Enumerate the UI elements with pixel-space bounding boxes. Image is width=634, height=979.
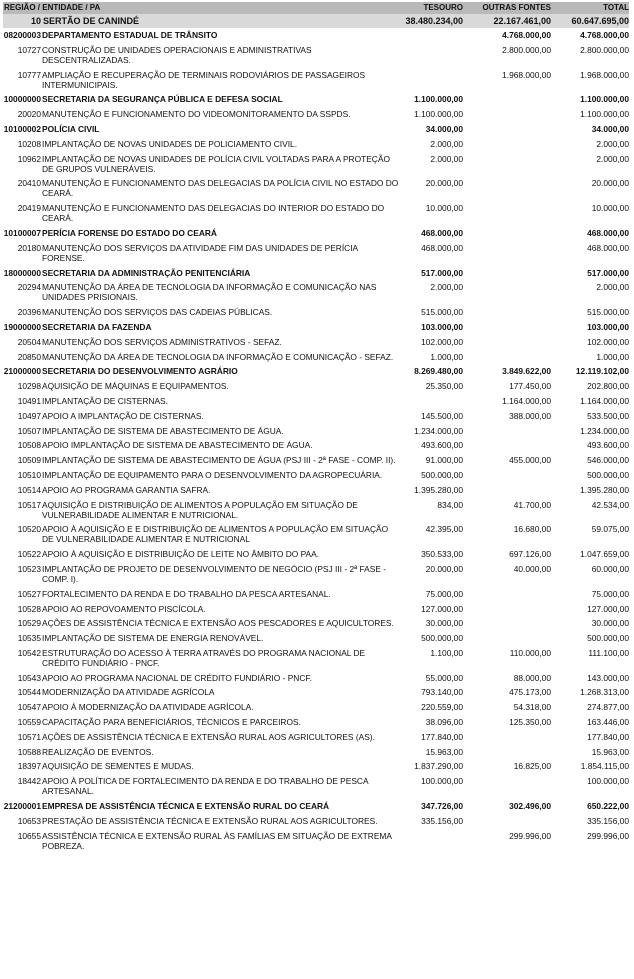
row-description: APOIO À AQUISIÇÃO E DISTRIBUIÇÃO DE LEITE NO ÂMBITO DO PAA. [42,549,320,560]
row-description: CAPACITAÇÃO PARA BENEFICIÁRIOS, TÉCNICOS E PARCEIROS. [42,717,301,728]
row-total: 493.600,00 [587,440,629,451]
row-total: 2.000,00 [596,282,629,293]
row-code: 10514 [17,484,41,495]
row-total: 299.996,00 [587,830,629,841]
row-description: CONSTRUÇÃO DE UNIDADES OPERACIONAIS E ADMINISTRATIVAS DESCENTRALIZADAS. [42,44,312,65]
table-row [3,438,629,453]
row-code: 10547 [17,702,41,713]
row-description: APOIO À MODERNIZAÇÃO DA ATIVIDADE AGRÍCOLA. [42,702,254,713]
row-outras-fontes [463,633,551,643]
row-description: APOIO À AQUISIÇÃO E E DISTRIBUIÇÃO DE ALIMENTOS A POPULAÇÃO EM SITUAÇÃO DE VULNERABILIDADE ALIMENTAR E NUTRICIONAL [42,524,389,545]
row-outras-fontes [463,618,551,628]
row-outras-fontes: 299.996,00 [509,830,551,841]
row-tesouro: 500.000,00 [421,633,463,644]
row-tesouro: 42.395,00 [425,524,463,535]
row-total: 468.000,00 [587,227,629,238]
row-description: SECRETARIA DA ADMINISTRAÇÃO PENITENCIÁRIA [42,267,251,278]
header-total: TOTAL [603,3,629,12]
row-tesouro: 1.395.280,00 [414,484,463,495]
row-tesouro: 55.000,00 [425,672,463,683]
row-description: IMPLANTAÇÃO DE EQUIPAMENTO PARA O DESENVOLVIMENTO DA AGROPECUÁRIA. [42,469,383,480]
table-row [3,715,629,730]
row-tesouro [403,831,463,851]
entity-row [3,92,629,107]
row-code: 10100002 [3,123,41,134]
row-description: IMPLANTAÇÃO DE NOVAS UNIDADES DE POLÍCIA CIVIL VOLTADAS PARA A PROTEÇÃO DE GRUPOS VULNERÁVEIS. [42,153,390,174]
table-row [3,616,629,631]
row-code: 10507 [17,425,41,436]
row-outras-fontes [463,94,551,104]
table-row [3,394,629,409]
row-tesouro: 2.000,00 [430,153,463,164]
row-outras-fontes [463,322,551,332]
row-outras-fontes [463,747,551,757]
row-total: 650.222,00 [587,801,629,812]
row-tesouro: 20.000,00 [425,178,463,189]
row-outras-fontes [463,776,551,796]
row-tesouro: 8.269.480,00 [414,366,463,377]
row-outras-fontes: 388.000,00 [509,410,551,421]
row-total: 1.268.313,00 [580,687,629,698]
row-total: 1.164.000,00 [580,395,629,406]
row-tesouro [403,45,463,65]
row-total: 2.000,00 [596,138,629,149]
row-total: 1.000,00 [596,351,629,362]
entity-row [3,364,629,379]
row-code: 20294 [17,282,41,293]
row-code: 10509 [17,455,41,466]
row-code: 10653 [17,815,41,826]
row-description: APOIO A IMPLANTAÇÃO DE CISTERNAS. [42,410,204,421]
row-code: 20419 [17,203,41,214]
table-row [3,43,629,68]
row-total: 1.100.000,00 [580,94,629,105]
row-outras-fontes [463,268,551,278]
row-tesouro: 34.000,00 [425,123,463,134]
entity-row [3,799,629,814]
row-description: AÇÕES DE ASSISTÊNCIA TÉCNICA E EXTENSÃO RURAL AOS AGRICULTORES (AS). [42,731,375,742]
row-description: MANUTENÇÃO DA ÁREA DE TECNOLOGIA DA INFORMAÇÃO E COMUNICAÇÃO - SEFAZ. [42,351,394,362]
table-row [3,745,629,760]
row-outras-fontes [463,124,551,134]
entity-row [3,28,629,43]
table-row [3,137,629,152]
row-description: POLÍCIA CIVIL [42,123,100,134]
row-tesouro: 100.000,00 [421,776,463,787]
row-description: SECRETARIA DO DESENVOLVIMENTO AGRÁRIO [42,366,238,377]
row-description: MANUTENÇÃO E FUNCIONAMENTO DAS DELEGACIAS DO INTERIOR DO ESTADO DO CEARÁ. [42,203,385,224]
row-description: APOIO AO PROGRAMA GARANTIA SAFRA. [42,484,211,495]
row-total: 12.119.102,00 [575,366,629,377]
row-code: 10544 [17,687,41,698]
table-row [3,498,629,523]
row-outras-fontes: 177.450,00 [509,381,551,392]
row-total: 500.000,00 [587,633,629,644]
table-row [3,409,629,424]
row-total: 546.000,00 [587,455,629,466]
row-description: APOIO IMPLANTAÇÃO DE SISTEMA DE ABASTECIMENTO DE ÁGUA. [42,440,313,451]
row-description: APOIO À POLÍTICA DE FORTALECIMENTO DA RENDA E DO TRABALHO DE PESCA ARTESANAL. [42,776,369,797]
row-outras-fontes: 16.825,00 [513,761,551,772]
row-tesouro [403,30,463,40]
table-row [3,730,629,745]
row-code: 10510 [17,469,41,480]
row-description: MANUTENÇÃO DOS SERVIÇOS DAS CADEIAS PÚBLICAS. [42,307,273,318]
row-tesouro: 1.100.000,00 [414,109,463,120]
row-description: AQUISIÇÃO E DISTRIBUIÇÃO DE ALIMENTOS A POPULAÇÃO EM SITUAÇÃO DE VULNERABILIDADE ALIMENTAR E NUTRICIONAL. [42,499,358,520]
row-tesouro: 2.000,00 [430,282,463,293]
table-row [3,152,629,177]
row-description: AÇÕES DE ASSISTÊNCIA TÉCNICA E EXTENSÃO AOS PESCADORES E AQUICULTORES. [42,618,394,629]
row-tesouro: 91.000,00 [425,455,463,466]
region-code: 10 [30,16,41,26]
row-total: 274.877,00 [587,702,629,713]
row-outras-fontes [463,604,551,614]
row-outras-fontes: 302.496,00 [509,801,551,812]
row-total: 517.000,00 [587,267,629,278]
row-code: 18442 [17,776,41,787]
table-row [3,759,629,774]
row-outras-fontes: 2.800.000,00 [502,44,551,55]
row-description: SECRETARIA DA FAZENDA [42,321,152,332]
header-tesouro: TESOURO [423,3,463,12]
table-row [3,68,629,93]
row-description: PERÍCIA FORENSE DO ESTADO DO CEARÁ [42,227,217,238]
row-code: 10727 [17,44,41,55]
row-tesouro: 75.000,00 [425,588,463,599]
row-tesouro: 500.000,00 [421,469,463,480]
row-description: MANUTENÇÃO DA ÁREA DE TECNOLOGIA DA INFORMAÇÃO E COMUNICAÇÃO NAS UNIDADES PRISIONAIS. [42,282,377,303]
row-code: 10523 [17,563,41,574]
row-code: 10542 [17,647,41,658]
row-description: AQUISIÇÃO DE MÁQUINAS E EQUIPAMENTOS. [42,381,229,392]
table-row [3,107,629,122]
row-code: 19000000 [3,321,41,332]
row-total: 102.000,00 [587,336,629,347]
row-tesouro: 468.000,00 [421,227,463,238]
row-code: 10588 [17,746,41,757]
table-row [3,671,629,686]
table-row [3,176,629,201]
row-code: 08200003 [3,30,41,40]
row-tesouro: 10.000,00 [425,203,463,214]
table-row [3,587,629,602]
region-tesouro: 38.480.234,00 [405,16,463,26]
row-outras-fontes [463,352,551,362]
row-total: 111.100,00 [588,647,629,658]
row-code: 10298 [17,381,41,392]
entity-row [3,226,629,241]
row-description: MODERNIZAÇÃO DA ATIVIDADE AGRÍCOLA [42,687,215,698]
row-description: DEPARTAMENTO ESTADUAL DE TRÂNSITO [42,30,218,40]
row-code: 10528 [17,603,41,614]
row-total: 143.000,00 [587,672,629,683]
row-outras-fontes: 54.318,00 [513,702,551,713]
entity-row [3,122,629,137]
row-code: 20020 [17,109,41,120]
row-total: 60.000,00 [591,563,629,574]
row-total: 515.000,00 [587,307,629,318]
row-code: 10522 [17,549,41,560]
table-row [3,522,629,547]
row-code: 10962 [17,153,41,164]
row-code: 10527 [17,588,41,599]
row-total: 15.963,00 [591,746,629,757]
row-tesouro: 177.840,00 [421,731,463,742]
row-code: 10529 [17,618,41,629]
row-total: 1.234.000,00 [580,425,629,436]
row-total: 1.100.000,00 [580,109,629,120]
table-row [3,379,629,394]
row-tesouro: 25.350,00 [425,381,463,392]
row-tesouro [403,396,463,406]
table-body [3,28,629,853]
row-outras-fontes [463,816,551,826]
row-tesouro [403,70,463,90]
row-description: REALIZAÇÃO DE EVENTOS. [42,746,154,757]
row-outras-fontes: 40.000,00 [513,563,551,574]
row-tesouro: 145.500,00 [421,410,463,421]
row-total: 1.854.115,00 [580,761,629,772]
row-total: 2.000,00 [596,153,629,164]
row-outras-fontes [463,307,551,317]
row-code: 10517 [17,499,41,510]
row-total: 100.000,00 [587,776,629,787]
row-code: 10777 [17,69,41,80]
row-code: 20180 [17,242,41,253]
row-outras-fontes: 697.126,00 [509,549,551,560]
table-row [3,483,629,498]
row-total: 34.000,00 [591,123,629,134]
row-tesouro: 350.533,00 [421,549,463,560]
row-code: 10535 [17,633,41,644]
row-outras-fontes [463,470,551,480]
row-code: 10543 [17,672,41,683]
table-row [3,280,629,305]
row-description: ESTRUTURAÇÃO DO ACESSO À TERRA ATRAVÉS DO PROGRAMA NACIONAL DE CRÉDITO FUNDIÁRIO - PNCF. [42,647,366,668]
row-code: 20504 [17,336,41,347]
row-code: 10559 [17,717,41,728]
row-total: 163.446,00 [587,717,629,728]
table-row [3,774,629,799]
row-total: 500.000,00 [587,469,629,480]
row-outras-fontes [463,589,551,599]
row-description: AMPLIAÇÃO E RECUPERAÇÃO DE TERMINAIS RODOVIÁRIOS DE PASSAGEIROS INTERMUNICIPAIS. [42,69,366,90]
row-total: 1.395.280,00 [580,484,629,495]
row-description: IMPLANTAÇÃO DE SISTEMA DE ABASTECIMENTO DE ÁGUA (PSJ III - 2ª FASE - COMP. II). [42,455,396,466]
row-description: MANUTENÇÃO E FUNCIONAMENTO DO VIDEOMONITORAMENTO DA SSPDS. [42,109,351,120]
table-row [3,602,629,617]
table-row [3,335,629,350]
row-total: 4.768.000,00 [580,30,629,40]
table-row [3,547,629,562]
row-total: 103.000,00 [587,321,629,332]
row-total: 30.000,00 [591,618,629,629]
row-outras-fontes: 41.700,00 [513,499,551,510]
row-tesouro: 347.726,00 [421,801,463,812]
row-description: ASSISTÊNCIA TÉCNICA E EXTENSÃO RURAL ÀS FAMÍLIAS EM SITUAÇÃO DE EXTREMA POBREZA. [42,830,392,851]
row-outras-fontes [463,426,551,436]
row-description: IMPLANTAÇÃO DE CISTERNAS. [42,395,168,406]
row-outras-fontes [463,243,551,263]
row-code: 10000000 [3,94,41,105]
row-outras-fontes: 3.849.622,00 [502,366,551,377]
header-regiao: REGIÃO / ENTIDADE / PA [4,3,101,12]
row-code: 18397 [17,761,41,772]
row-outras-fontes [463,154,551,174]
header-outras-fontes: OUTRAS FONTES [482,3,551,12]
row-outras-fontes: 455.000,00 [509,455,551,466]
row-tesouro: 515.000,00 [421,307,463,318]
row-code: 20410 [17,178,41,189]
row-description: APOIO AO REPOVOAMENTO PISCÍCOLA. [42,603,206,614]
row-code: 10491 [17,395,41,406]
row-tesouro: 2.000,00 [430,138,463,149]
row-description: IMPLANTAÇÃO DE PROJETO DE DESENVOLVIMENTO DE NEGÓCIO (PSJ III - 2ª FASE - COMP. I). [42,563,387,584]
table-header [3,2,629,14]
row-outras-fontes [463,282,551,302]
row-total: 75.000,00 [591,588,629,599]
row-outras-fontes [463,732,551,742]
region-outras: 22.167.461,00 [493,16,551,26]
row-description: SECRETARIA DA SEGURANÇA PÚBLICA E DEFESA SOCIAL [42,94,283,105]
row-description: IMPLANTAÇÃO DE SISTEMA DE ENERGIA RENOVÁVEL. [42,633,264,644]
row-description: AQUISIÇÃO DE SEMENTES E MUDAS. [42,761,194,772]
table-row [3,453,629,468]
row-tesouro: 127.000,00 [421,603,463,614]
entity-row [3,320,629,335]
table-row [3,646,629,671]
table-row [3,468,629,483]
row-code: 10100007 [3,227,41,238]
row-code: 10655 [17,830,41,841]
row-tesouro: 220.559,00 [421,702,463,713]
row-outras-fontes [463,228,551,238]
row-tesouro: 834,00 [437,499,463,510]
row-description: IMPLANTAÇÃO DE NOVAS UNIDADES DE POLICIAMENTO CIVIL. [42,138,298,149]
row-outras-fontes: 1.968.000,00 [502,69,551,80]
row-tesouro: 1.000,00 [430,351,463,362]
row-total: 202.800,00 [587,381,629,392]
row-code: 10208 [17,138,41,149]
row-outras-fontes [463,203,551,223]
row-total: 1.047.659,00 [580,549,629,560]
table-row [3,685,629,700]
table-row [3,241,629,266]
row-tesouro: 1.234.000,00 [414,425,463,436]
row-description: APOIO AO PROGRAMA NACIONAL DE CRÉDITO FUNDIÁRIO - PNCF. [42,672,312,683]
row-outras-fontes: 125.350,00 [509,717,551,728]
row-description: FORTALECIMENTO DA RENDA E DO TRABALHO DA PESCA ARTESANAL. [42,588,331,599]
row-total: 2.800.000,00 [580,44,629,55]
region-name: SERTÃO DE CANINDÉ [43,16,140,26]
row-total: 468.000,00 [587,242,629,253]
row-outras-fontes: 110.000,00 [509,647,551,658]
entity-row [3,266,629,281]
region-row [3,14,629,28]
row-outras-fontes [463,337,551,347]
row-tesouro: 335.156,00 [421,815,463,826]
row-description: MANUTENÇÃO DOS SERVIÇOS ADMINISTRATIVOS - SEFAZ. [42,336,282,347]
row-total: 127.000,00 [587,603,629,614]
table-row [3,201,629,226]
row-description: MANUTENÇÃO DOS SERVIÇOS DA ATIVIDADE FIM DAS UNIDADES DE PERÍCIA FORENSE. [42,242,358,263]
row-description: IMPLANTAÇÃO DE SISTEMA DE ABASTECIMENTO DE ÁGUA. [42,425,284,436]
row-outras-fontes [463,485,551,495]
row-tesouro: 517.000,00 [421,267,463,278]
table-row [3,424,629,439]
table-row [3,631,629,646]
table-row [3,562,629,587]
row-tesouro: 1.100,00 [430,647,463,658]
row-outras-fontes: 88.000,00 [513,672,551,683]
row-code: 21200001 [3,801,41,812]
table-row [3,829,629,854]
region-total: 60.647.695,00 [571,16,629,26]
row-total: 20.000,00 [591,178,629,189]
row-tesouro: 493.600,00 [421,440,463,451]
row-tesouro: 103.000,00 [421,321,463,332]
row-tesouro: 1.100.000,00 [414,94,463,105]
row-outras-fontes [463,178,551,198]
row-description: MANUTENÇÃO E FUNCIONAMENTO DAS DELEGACIAS DA POLÍCIA CIVIL NO ESTADO DO CEARÁ. [42,178,399,199]
row-code: 20396 [17,307,41,318]
row-total: 10.000,00 [591,203,629,214]
row-tesouro: 1.837.290,00 [414,761,463,772]
row-total: 177.840,00 [587,731,629,742]
row-outras-fontes [463,139,551,149]
row-tesouro: 30.000,00 [425,618,463,629]
row-code: 18000000 [3,267,41,278]
row-tesouro: 20.000,00 [425,563,463,574]
row-total: 59.075,00 [591,524,629,535]
row-code: 20850 [17,351,41,362]
row-outras-fontes: 4.768.000,00 [502,30,551,40]
row-outras-fontes [463,440,551,450]
row-outras-fontes: 475.173,00 [509,687,551,698]
row-code: 10520 [17,524,41,535]
row-tesouro: 102.000,00 [421,336,463,347]
row-outras-fontes: 1.164.000,00 [502,395,551,406]
row-description: EMPRESA DE ASSISTÊNCIA TÉCNICA E EXTENSÃO RURAL DO CEARÁ [42,801,330,812]
row-code: 21000000 [3,366,41,377]
row-outras-fontes [463,109,551,119]
row-tesouro: 15.963,00 [425,746,463,757]
table-row [3,305,629,320]
row-total: 42.534,00 [591,499,629,510]
row-tesouro: 793.140,00 [421,687,463,698]
row-description: PRESTAÇÃO DE ASSISTÊNCIA TÉCNICA E EXTENSÃO RURAL AOS AGRICULTORES. [42,815,378,826]
row-tesouro: 468.000,00 [421,242,463,253]
table-row [3,350,629,365]
row-outras-fontes: 16.680,00 [513,524,551,535]
row-code: 10497 [17,410,41,421]
row-total: 335.156,00 [587,815,629,826]
row-code: 10508 [17,440,41,451]
row-code: 10571 [17,731,41,742]
table-row [3,700,629,715]
row-tesouro: 38.096,00 [425,717,463,728]
table-row [3,814,629,829]
row-total: 1.968.000,00 [580,69,629,80]
row-total: 533.500,00 [587,410,629,421]
